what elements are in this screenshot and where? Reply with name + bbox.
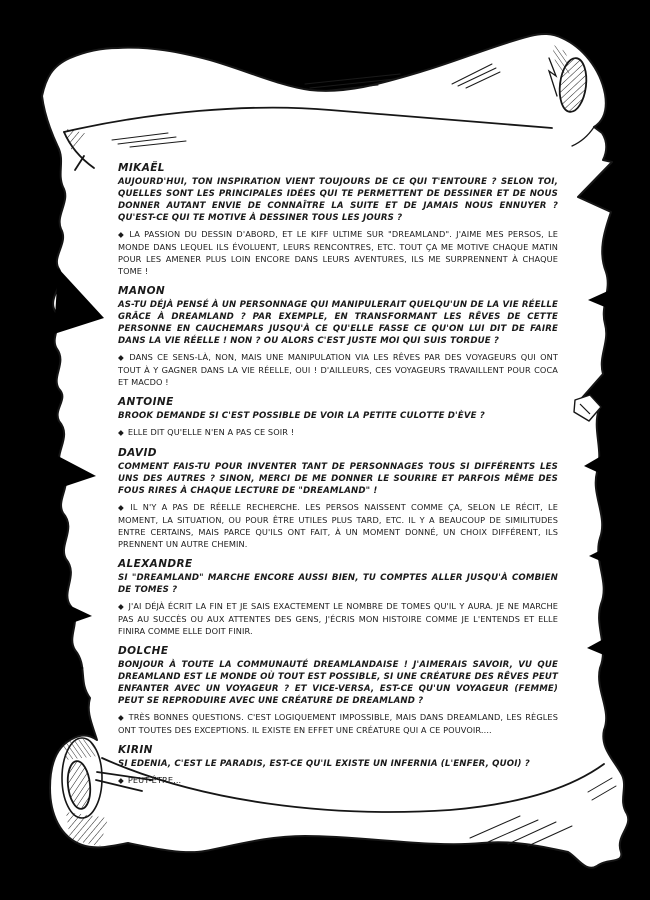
answer-text	[118, 351, 558, 388]
answer-body: DANS CE SENS-LÀ, NON, MAIS UNE MANIPULATION VIA LES RÊVES PAR DES VOYAGEURS QUI ONT TOUT À Y GAGNER DANS LA VIE RÉELLE, OUI ! D'AILLEURS, CES VOYAGEURS TRAVAILLENT POUR COCA ET MACDO !	[118, 352, 558, 387]
reader-name: MANON	[118, 285, 166, 297]
question-text: BONJOUR À TOUTE LA COMMUNAUTÉ DREAMLANDAISE ! J'AIMERAIS SAVOIR, VU QUE DREAMLAND EST LE MONDE OÙ TOUT EST POSSIBLE, SI UNE CRÉATURE DES RÊVES PEUT ENFANTER AVEC UN VOYAGEUR ? ET VICE-VERSA, EST-CE QU'UN VOYAGEUR (FEMME) PEUT SE REPRODUIRE AVEC UNE CRÉATURE DE DREAMLAND ?	[118, 660, 558, 706]
answer-text	[118, 501, 558, 550]
diamond-bullet-icon: ◆	[118, 230, 126, 239]
question-text: COMMENT FAIS-TU POUR INVENTER TANT DE PERSONNAGES TOUS SI DIFFÉRENTS LES UNS DES AUTRES ? SINON, MERCI DE ME DONNER LE SOURIRE ET PARFOIS MÊME DES FOUS RIRES À CHAQUE LECTURE DE "DREAMLAND" !	[118, 462, 558, 496]
diamond-bullet-icon: ◆	[118, 713, 125, 722]
question-text: AUJOURD'HUI, TON INSPIRATION VIENT TOUJOURS DE CE QUI T'ENTOURE ? SELON TOI, QUELLES SONT LES PRINCIPALES IDÉES QUI TE PERMETTENT DE DESSINER ET DE NOUS DONNER AUTANT ENVIE DE CONNAÎTRE LA SUITE ET DE JAMAIS NOUS ENNUYER ? QU'EST-CE QUI TE MOTIVE À DESSINER TOUS LES JOURS ?	[118, 177, 558, 223]
question-text: SI "DREAMLAND" MARCHE ENCORE AUSSI BIEN, TU COMPTES ALLER JUSQU'À COMBIEN DE TOMES ?	[118, 573, 558, 595]
question-text: SI EDENIA, C'EST LE PARADIS, EST-CE QU'IL EXISTE UN INFERNIA (L'ENFER, QUOI) ?	[118, 759, 530, 769]
reader-name: KIRIN	[118, 744, 153, 756]
diamond-bullet-icon: ◆	[118, 602, 125, 611]
answer-text	[118, 711, 558, 736]
answer-text	[118, 426, 558, 439]
answer-text	[118, 774, 558, 787]
answer-text	[118, 600, 558, 637]
reader-name: DOLCHE	[118, 645, 169, 657]
answer-body: ELLE DIT QU'ELLE N'EN A PAS CE SOIR !	[127, 427, 295, 437]
diamond-bullet-icon: ◆	[118, 428, 124, 437]
reader-name: DAVID	[118, 447, 157, 459]
answer-text	[118, 228, 558, 277]
qa-section	[118, 285, 558, 388]
qa-section	[118, 558, 558, 637]
qa-text-layer	[118, 162, 558, 795]
qa-section	[118, 645, 558, 736]
answer-body: LA PASSION DU DESSIN D'ABORD, ET LE KIFF ULTIME SUR "DREAMLAND". J'AIME MES PERSOS, LE MONDE DANS LEQUEL ILS ÉVOLUENT, LEURS RENCONTRES, ETC. TOUT ÇA ME MOTIVE CHAQUE MATIN POUR LES AMENER PLUS LOIN ENCORE DANS LEURS AVENTURES, ILS ME SURPRENNENT À CHAQUE TOME !	[118, 229, 558, 276]
diamond-bullet-icon: ◆	[118, 353, 126, 362]
answer-body: TRÈS BONNES QUESTIONS. C'EST LOGIQUEMENT IMPOSSIBLE, MAIS DANS DREAMLAND, LES RÈGLES ONT TOUTES DES EXCEPTIONS. IL EXISTE EN EFFET UNE CRÉATURE QUI A CE POUVOIR....	[118, 712, 558, 735]
qa-section	[118, 396, 558, 439]
answer-body: PEUT-ÊTRE...	[127, 775, 182, 785]
question-text: AS-TU DÉJÀ PENSÉ À UN PERSONNAGE QUI MANIPULERAIT QUELQU'UN DE LA VIE RÉELLE GRÂCE À DREAMLAND ? PAR EXEMPLE, EN TRANSFORMANT LES RÊVES DE CETTE PERSONNE EN CAUCHEMARS JUSQU'À CE QU'ELLE FASSE CE QU'ON LUI DIT DE FAIRE DANS LA VIE RÉELLE ! NON ? OU ALORS C'EST JUSTE MOI QUI SUIS TORDUE ?	[118, 300, 558, 346]
question-text: BROOK DEMANDE SI C'EST POSSIBLE DE VOIR LA PETITE CULOTTE D'ÈVE ?	[118, 411, 485, 421]
qa-section	[118, 447, 558, 550]
diamond-bullet-icon: ◆	[118, 776, 124, 785]
qa-section	[118, 744, 558, 787]
answer-body: J'AI DÉJÀ ÉCRIT LA FIN ET JE SAIS EXACTEMENT LE NOMBRE DE TOMES QU'IL Y AURA. JE NE MARCHE PAS AU SUCCÈS OU AUX ATTENTES DES GENS, J'ÉCRIS MON HISTOIRE COMME JE L'ENTENDS ET ELLE FINIRA COMME ELLE DOIT FINIR.	[118, 601, 558, 636]
diamond-bullet-icon: ◆	[118, 503, 127, 512]
reader-name: ALEXANDRE	[118, 558, 193, 570]
qa-section	[118, 162, 558, 277]
reader-name: ANTOINE	[118, 396, 174, 408]
answer-body: IL N'Y A PAS DE RÉELLE RECHERCHE. LES PERSOS NAISSENT COMME ÇA, SELON LE RÉCIT, LE MOMENT, LA SITUATION, OU POUR ÊTRE UTILES PLUS TARD, ETC. IL Y A BEAUCOUP DE SIMILITUDES ENTRE CERTAINS, MAIS PARCE QU'ILS ONT FAIT, À UN MOMENT DONNÉ, UN CHOIX DIFFÉRENT, ILS PRENNENT UN AUTRE CHEMIN.	[118, 502, 558, 549]
reader-name: MIKAËL	[118, 162, 165, 174]
